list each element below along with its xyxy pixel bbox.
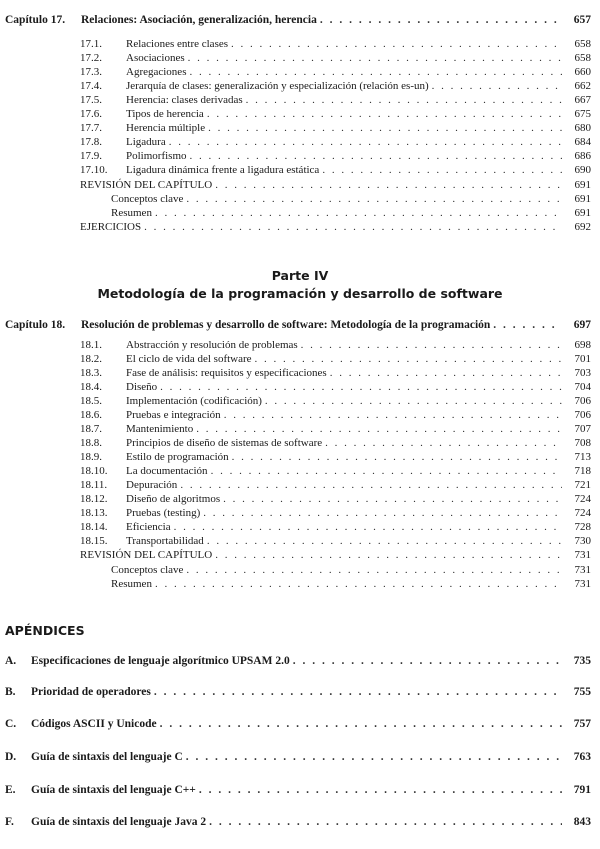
page-number: 697 — [573, 319, 591, 331]
section-number: 18.2. — [80, 353, 102, 365]
appendix-entry[interactable] — [5, 750, 591, 764]
toc-entry[interactable] — [80, 436, 591, 450]
dot-leader — [160, 717, 562, 731]
page-number: 731 — [574, 578, 591, 590]
toc-entry[interactable] — [80, 450, 591, 464]
review-item[interactable] — [111, 192, 591, 206]
section-title: Mantenimiento — [126, 423, 194, 435]
dot-leader — [215, 548, 562, 562]
dot-leader — [231, 37, 562, 51]
dot-leader — [330, 366, 562, 380]
page-number: 692 — [574, 221, 591, 233]
section-title: Herencia: clases derivadas — [126, 94, 243, 106]
section-title: Transportabilidad — [126, 535, 204, 547]
toc-entry[interactable] — [80, 163, 591, 177]
toc-entry[interactable] — [80, 408, 591, 422]
toc-entry[interactable] — [80, 107, 591, 121]
page-number: 657 — [573, 14, 591, 26]
section-title: Diseño de algoritmos — [126, 493, 221, 505]
toc-entry[interactable] — [80, 93, 591, 107]
appendix-letter: D. — [5, 751, 17, 763]
dot-leader — [493, 318, 562, 332]
part-title: Metodología de la programación y desarrollo de software — [97, 286, 503, 301]
dot-leader — [209, 815, 562, 829]
appendix-entry[interactable] — [5, 717, 591, 731]
review-title: REVISIÓN DEL CAPÍTULO — [80, 549, 213, 561]
page-number: 662 — [574, 80, 591, 92]
dot-leader — [232, 450, 562, 464]
section-title: Eficiencia — [126, 521, 171, 533]
appendix-title: Especificaciones de lenguaje algorítmico UPSAM 2.0 — [31, 655, 290, 667]
dot-leader — [255, 352, 562, 366]
toc-entry[interactable] — [80, 366, 591, 380]
page-number: 724 — [574, 507, 591, 519]
section-number: 17.4. — [80, 80, 102, 92]
exercises-entry[interactable] — [80, 220, 591, 234]
section-number: 17.3. — [80, 66, 102, 78]
section-number: 17.5. — [80, 94, 102, 106]
page-number: 703 — [574, 367, 591, 379]
page-number: 658 — [574, 52, 591, 64]
section-number: 18.14. — [80, 521, 108, 533]
dot-leader — [224, 408, 562, 422]
toc-entry[interactable] — [80, 338, 591, 352]
section-title: Implementación (codificación) — [126, 395, 262, 407]
dot-leader — [155, 577, 562, 591]
toc-entry[interactable] — [80, 534, 591, 548]
toc-entry[interactable] — [80, 51, 591, 65]
chapter-review[interactable] — [80, 178, 591, 192]
appendix-title: Guía de sintaxis del lenguaje C — [31, 751, 183, 763]
toc-entry[interactable] — [80, 352, 591, 366]
section-title: Tipos de herencia — [126, 108, 204, 120]
page-number: 675 — [574, 108, 591, 120]
section-title: El ciclo de vida del software — [126, 353, 252, 365]
section-number: 17.9. — [80, 150, 102, 162]
chapter-label: Capítulo 17. — [5, 14, 66, 26]
section-number: 18.4. — [80, 381, 102, 393]
section-title: Polimorfismo — [126, 150, 187, 162]
dot-leader — [211, 464, 562, 478]
section-title: La documentación — [126, 465, 208, 477]
dot-leader — [190, 149, 562, 163]
appendix-title: Prioridad de operadores — [31, 686, 151, 698]
dot-leader — [188, 51, 562, 65]
section-title: Relaciones entre clases — [126, 38, 229, 50]
dot-leader — [155, 206, 562, 220]
section-title: Fase de análisis: requisitos y especificaciones — [126, 367, 327, 379]
dot-leader — [174, 520, 562, 534]
dot-leader — [144, 220, 562, 234]
toc-entry[interactable] — [80, 422, 591, 436]
appendix-letter: E. — [5, 784, 16, 796]
section-title: Pruebas e integración — [126, 409, 221, 421]
page-number: 691 — [574, 207, 591, 219]
chapter-review[interactable] — [80, 548, 591, 562]
dot-leader — [223, 492, 562, 506]
section-title: Herencia múltiple — [126, 122, 206, 134]
page-number: 690 — [574, 164, 591, 176]
section-number: 17.6. — [80, 108, 102, 120]
section-number: 18.1. — [80, 339, 102, 351]
review-item-title: Conceptos clave — [111, 564, 184, 576]
dot-leader — [196, 422, 562, 436]
toc-entry[interactable] — [80, 121, 591, 135]
dot-leader — [186, 192, 562, 206]
page-number: 708 — [574, 437, 591, 449]
section-number: 17.1. — [80, 38, 102, 50]
toc-entry[interactable] — [80, 380, 591, 394]
dot-leader — [215, 178, 562, 192]
dot-leader — [154, 685, 562, 699]
page-number: 707 — [574, 423, 591, 435]
page-number: 698 — [574, 339, 591, 351]
page-number: 843 — [573, 816, 591, 828]
dot-leader — [293, 654, 562, 668]
dot-leader — [203, 506, 562, 520]
review-item-title: Conceptos clave — [111, 193, 184, 205]
section-number: 18.3. — [80, 367, 102, 379]
dot-leader — [265, 394, 562, 408]
page-number: 680 — [574, 122, 591, 134]
appendix-title: Guía de sintaxis del lenguaje C++ — [31, 784, 196, 796]
page-number: 718 — [574, 465, 591, 477]
dot-leader — [199, 783, 562, 797]
appendix-entry[interactable] — [5, 685, 591, 699]
section-title: Estilo de programación — [126, 451, 229, 463]
review-item[interactable] — [111, 206, 591, 220]
page-number: 728 — [574, 521, 591, 533]
appendix-title: Códigos ASCII y Unicode — [31, 718, 157, 730]
toc-entry[interactable] — [80, 478, 591, 492]
dot-leader — [186, 750, 562, 764]
toc-entry[interactable] — [80, 520, 591, 534]
review-item[interactable] — [111, 577, 591, 591]
page-number: 724 — [574, 493, 591, 505]
dot-leader — [432, 79, 562, 93]
section-number: 18.7. — [80, 423, 102, 435]
section-title: Pruebas (testing) — [126, 507, 201, 519]
page-number: 704 — [574, 381, 591, 393]
toc-entry[interactable] — [80, 394, 591, 408]
section-number: 17.8. — [80, 136, 102, 148]
section-title: Ligadura — [126, 136, 166, 148]
section-number: 18.10. — [80, 465, 108, 477]
section-number: 18.13. — [80, 507, 108, 519]
section-number: 18.15. — [80, 535, 108, 547]
page-number: 730 — [574, 535, 591, 547]
page-number: 706 — [574, 409, 591, 421]
section-title: Agregaciones — [126, 66, 187, 78]
appendices-heading: APÉNDICES — [5, 623, 85, 638]
toc-entry[interactable] — [80, 149, 591, 163]
section-number: 18.5. — [80, 395, 102, 407]
section-number: 17.7. — [80, 122, 102, 134]
page-number: 706 — [574, 395, 591, 407]
page-number: 691 — [574, 179, 591, 191]
page-number: 691 — [574, 193, 591, 205]
page-number: 701 — [574, 353, 591, 365]
appendix-letter: F. — [5, 816, 14, 828]
page-number: 658 — [574, 38, 591, 50]
page-number: 713 — [574, 451, 591, 463]
chapter-title: Relaciones: Asociación, generalización, herencia — [81, 14, 317, 26]
dot-leader — [322, 163, 562, 177]
page-number: 660 — [574, 66, 591, 78]
appendix-entry[interactable] — [5, 783, 591, 797]
review-title: REVISIÓN DEL CAPÍTULO — [80, 179, 213, 191]
dot-leader — [207, 534, 562, 548]
section-title: Ligadura dinámica frente a ligadura estática — [126, 164, 320, 176]
section-title: Abstracción y resolución de problemas — [126, 339, 298, 351]
toc-entry[interactable] — [80, 135, 591, 149]
section-title: Jerarquía de clases: generalización y especialización (relación es-un) — [126, 80, 429, 92]
toc-entry[interactable] — [80, 506, 591, 520]
page-number: 757 — [573, 718, 591, 730]
part-label: Parte IV — [271, 268, 329, 283]
dot-leader — [207, 107, 562, 121]
section-number: 18.12. — [80, 493, 108, 505]
appendix-entry[interactable] — [5, 654, 591, 668]
section-title: Principios de diseño de sistemas de software — [126, 437, 323, 449]
section-title: Diseño — [126, 381, 158, 393]
page-number: 763 — [573, 751, 591, 763]
toc-entry[interactable] — [80, 65, 591, 79]
toc-entry[interactable] — [80, 37, 591, 51]
dot-leader — [160, 380, 562, 394]
review-item-title: Resumen — [111, 578, 152, 590]
section-number: 18.9. — [80, 451, 102, 463]
page-number: 735 — [573, 655, 591, 667]
dot-leader — [246, 93, 562, 107]
appendix-entry[interactable] — [5, 815, 591, 829]
toc-entry[interactable] — [80, 492, 591, 506]
page-number: 731 — [574, 564, 591, 576]
section-title: Asociaciones — [126, 52, 185, 64]
dot-leader — [325, 436, 562, 450]
dot-leader — [189, 65, 562, 79]
page-number: 721 — [574, 479, 591, 491]
exercises-title: EJERCICIOS — [80, 221, 142, 233]
toc-entry[interactable] — [80, 79, 591, 93]
review-item[interactable] — [111, 563, 591, 577]
dot-leader — [208, 121, 562, 135]
page-number: 667 — [574, 94, 591, 106]
appendix-letter: B. — [5, 686, 16, 698]
dot-leader — [180, 478, 562, 492]
page-number: 791 — [573, 784, 591, 796]
dot-leader — [320, 13, 562, 27]
page-number: 684 — [574, 136, 591, 148]
appendix-letter: A. — [5, 655, 17, 667]
dot-leader — [301, 338, 562, 352]
dot-leader — [169, 135, 562, 149]
chapter-18-heading[interactable] — [5, 318, 591, 332]
section-number: 17.2. — [80, 52, 102, 64]
page-number: 731 — [574, 549, 591, 561]
toc-entry[interactable] — [80, 464, 591, 478]
chapter-label: Capítulo 18. — [5, 319, 66, 331]
review-item-title: Resumen — [111, 207, 152, 219]
page-number: 755 — [573, 686, 591, 698]
section-number: 18.8. — [80, 437, 102, 449]
appendix-letter: C. — [5, 718, 17, 730]
section-title: Depuración — [126, 479, 178, 491]
chapter-title: Resolución de problemas y desarrollo de software: Metodología de la programación — [81, 319, 491, 331]
section-number: 17.10. — [80, 164, 108, 176]
page-number: 686 — [574, 150, 591, 162]
appendix-title: Guía de sintaxis del lenguaje Java 2 — [31, 816, 207, 828]
dot-leader — [186, 563, 562, 577]
section-number: 18.6. — [80, 409, 102, 421]
section-number: 18.11. — [80, 479, 108, 491]
chapter-17-heading[interactable] — [5, 13, 591, 27]
